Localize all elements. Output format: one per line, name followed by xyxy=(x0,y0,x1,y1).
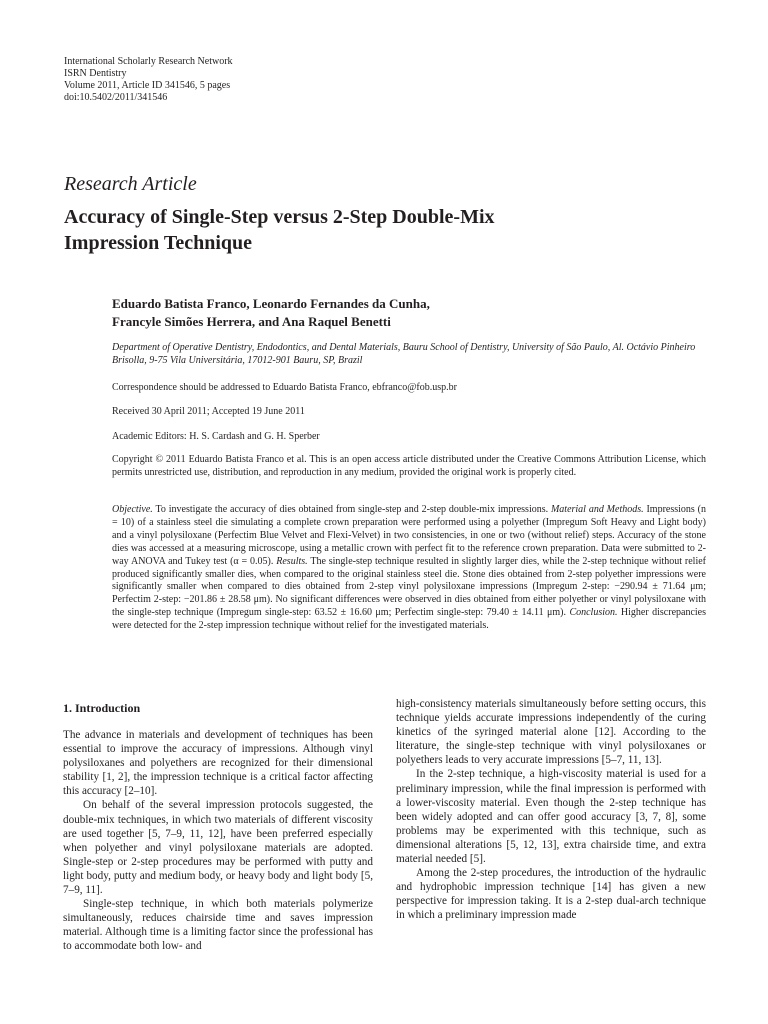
paragraph: Among the 2-step procedures, the introduction of the hydraulic and hydrophobic impression technique [14] has given a new perspective for impression taking. It is a 2-step dual-arch technique in which a preliminary impression made xyxy=(396,867,706,922)
abstract-conclusion: Higher discrepancies were detected for the 2-step impression technique without relief for the investigated materials. xyxy=(112,607,706,632)
article-type: Research Article xyxy=(64,173,197,195)
left-column xyxy=(63,697,373,954)
journal-volume: Volume 2011, Article ID 341546, 5 pages xyxy=(64,80,231,91)
paragraph: Single-step technique, in which both materials polymerize simultaneously, reduces chairside time and saves impression material. Although time is a limiting factor since the professional has to accommodate both low- and xyxy=(63,898,373,953)
abstract-methods: Impressions (n = 10) of a stainless steel die simulating a complete crown preparation were performed using a polyether (Impregum Soft Heavy and Light body) and a vinyl polysiloxane (Perfectim Blue Velvet and Flexi-Velvet) in two consistencies, in one or two (without relief) steps. Accuracy of the stone dies was accessed at a measuring microscope, using a metallic crown with perfect fit to the reference crown preparation. Data were submitted to 2-way ANOVA and Tukey test (α = 0.05). xyxy=(112,504,706,567)
paragraph: In the 2-step technique, a high-viscosity material is used for a preliminary impression, while the final impression is performed with a lower-viscosity material. Even though the 2-step technique has been widely adopted and can offer good accuracy [3, 7, 8], some problems may be experimented with this technique, such as dimensional alterations [5, 12, 13], extra chairside time, and extra material needed [5]. xyxy=(396,768,706,866)
title-line: Impression Technique xyxy=(64,232,253,254)
abstract-results-label: Results. xyxy=(276,555,308,567)
journal-name: ISRN Dentistry xyxy=(64,68,127,79)
correspondence xyxy=(112,381,706,394)
journal-publisher: International Scholarly Research Network xyxy=(64,56,233,67)
abstract-objective: To investigate the accuracy of dies obtained from single-step and 2-step double-mix impressions. xyxy=(152,504,551,515)
right-column xyxy=(396,697,706,923)
article-title xyxy=(64,204,624,256)
abstract-conclusion-label: Conclusion. xyxy=(569,607,618,619)
correspondence-text: Correspondence should be addressed to Eduardo Batista Franco, xyxy=(112,382,373,393)
title-line: Accuracy of Single-Step versus 2-Step Double-Mix xyxy=(64,206,495,228)
paragraph: high-consistency materials simultaneously before setting occurs, this technique yields accurate impressions independently of the curing kinetics of the syringed material alone [12]. According to the literature, the single-step technique with vinyl polysiloxanes or polyethers leads to very accurate impressions [5–7, 11, 13]. xyxy=(396,698,706,767)
copyright-notice: Copyright © 2011 Eduardo Batista Franco et al. This is an open access article distributed under the Creative Commons Attribution License, which permits unrestricted use, distribution, and reproduction in any medium, provided the original work is properly cited. xyxy=(112,454,706,478)
author-list xyxy=(112,295,430,331)
paragraph: On behalf of the several impression protocols suggested, the double-mix techniques, in which two materials of different viscosity are used together [5, 7–9, 11, 12], have been preferred especially when polyether and vinyl polysiloxane materials are adopted. Single-step or 2-step procedures may be performed with putty and light body, putty and medium body, or heavy body and light body [5, 7–9, 11]. xyxy=(63,799,373,897)
paragraph: The advance in materials and development of techniques has been essential to improve the accuracy of impressions. Although vinyl polysiloxanes and polyethers are recognized for their dimensional stability [1, 2], the impression technique is a critical factor affecting this accuracy [2–10]. xyxy=(63,729,373,798)
journal-header xyxy=(64,56,233,104)
journal-doi[interactable]: doi:10.5402/2011/341546 xyxy=(64,92,168,103)
affiliation: Department of Operative Dentistry, Endodontics, and Dental Materials, Bauru School of Dentistry, University of São Paulo, Al. Octávio Pinheiro Brisolla, 9-75 Vila Universitária, 17012-901 Bauru, SP, Brazil xyxy=(112,342,696,366)
academic-editors: Academic Editors: H. S. Cardash and G. H. Sperber xyxy=(112,431,320,442)
abstract-objective-label: Objective. xyxy=(112,504,153,515)
abstract xyxy=(112,504,706,633)
abstract-results: The single-step technique resulted in slightly larger dies, while the 2-step technique without relief produced significantly smaller dies, when compared to the original stainless steel die. Stone dies obtained from 2-step polyether impressions were significantly smaller when compared to dies obtained from 2-step vinyl polysiloxane impressions (Impregum 2-step: −290.94 ± 71.64 μm; Perfectim 2-step: −201.86 ± 28.58 μm). No significant differences were observed in dies obtained from either polyether or vinyl polysiloxane with the single-step technique (Impregum single-step: 63.52 ± 16.60 μm; Perfectim single-step: 79.40 ± 14.11 μm). xyxy=(112,555,707,619)
authors-line: Francyle Simões Herrera, and Ana Raquel Benetti xyxy=(112,314,391,329)
received-dates: Received 30 April 2011; Accepted 19 June 2011 xyxy=(112,406,305,417)
abstract-methods-label: Material and Methods. xyxy=(550,504,644,515)
section-heading: 1. Introduction xyxy=(63,701,141,715)
authors-line: Eduardo Batista Franco, Leonardo Fernandes da Cunha, xyxy=(112,296,430,311)
correspondence-email-link[interactable]: ebfranco@fob.usp.br xyxy=(372,382,457,393)
